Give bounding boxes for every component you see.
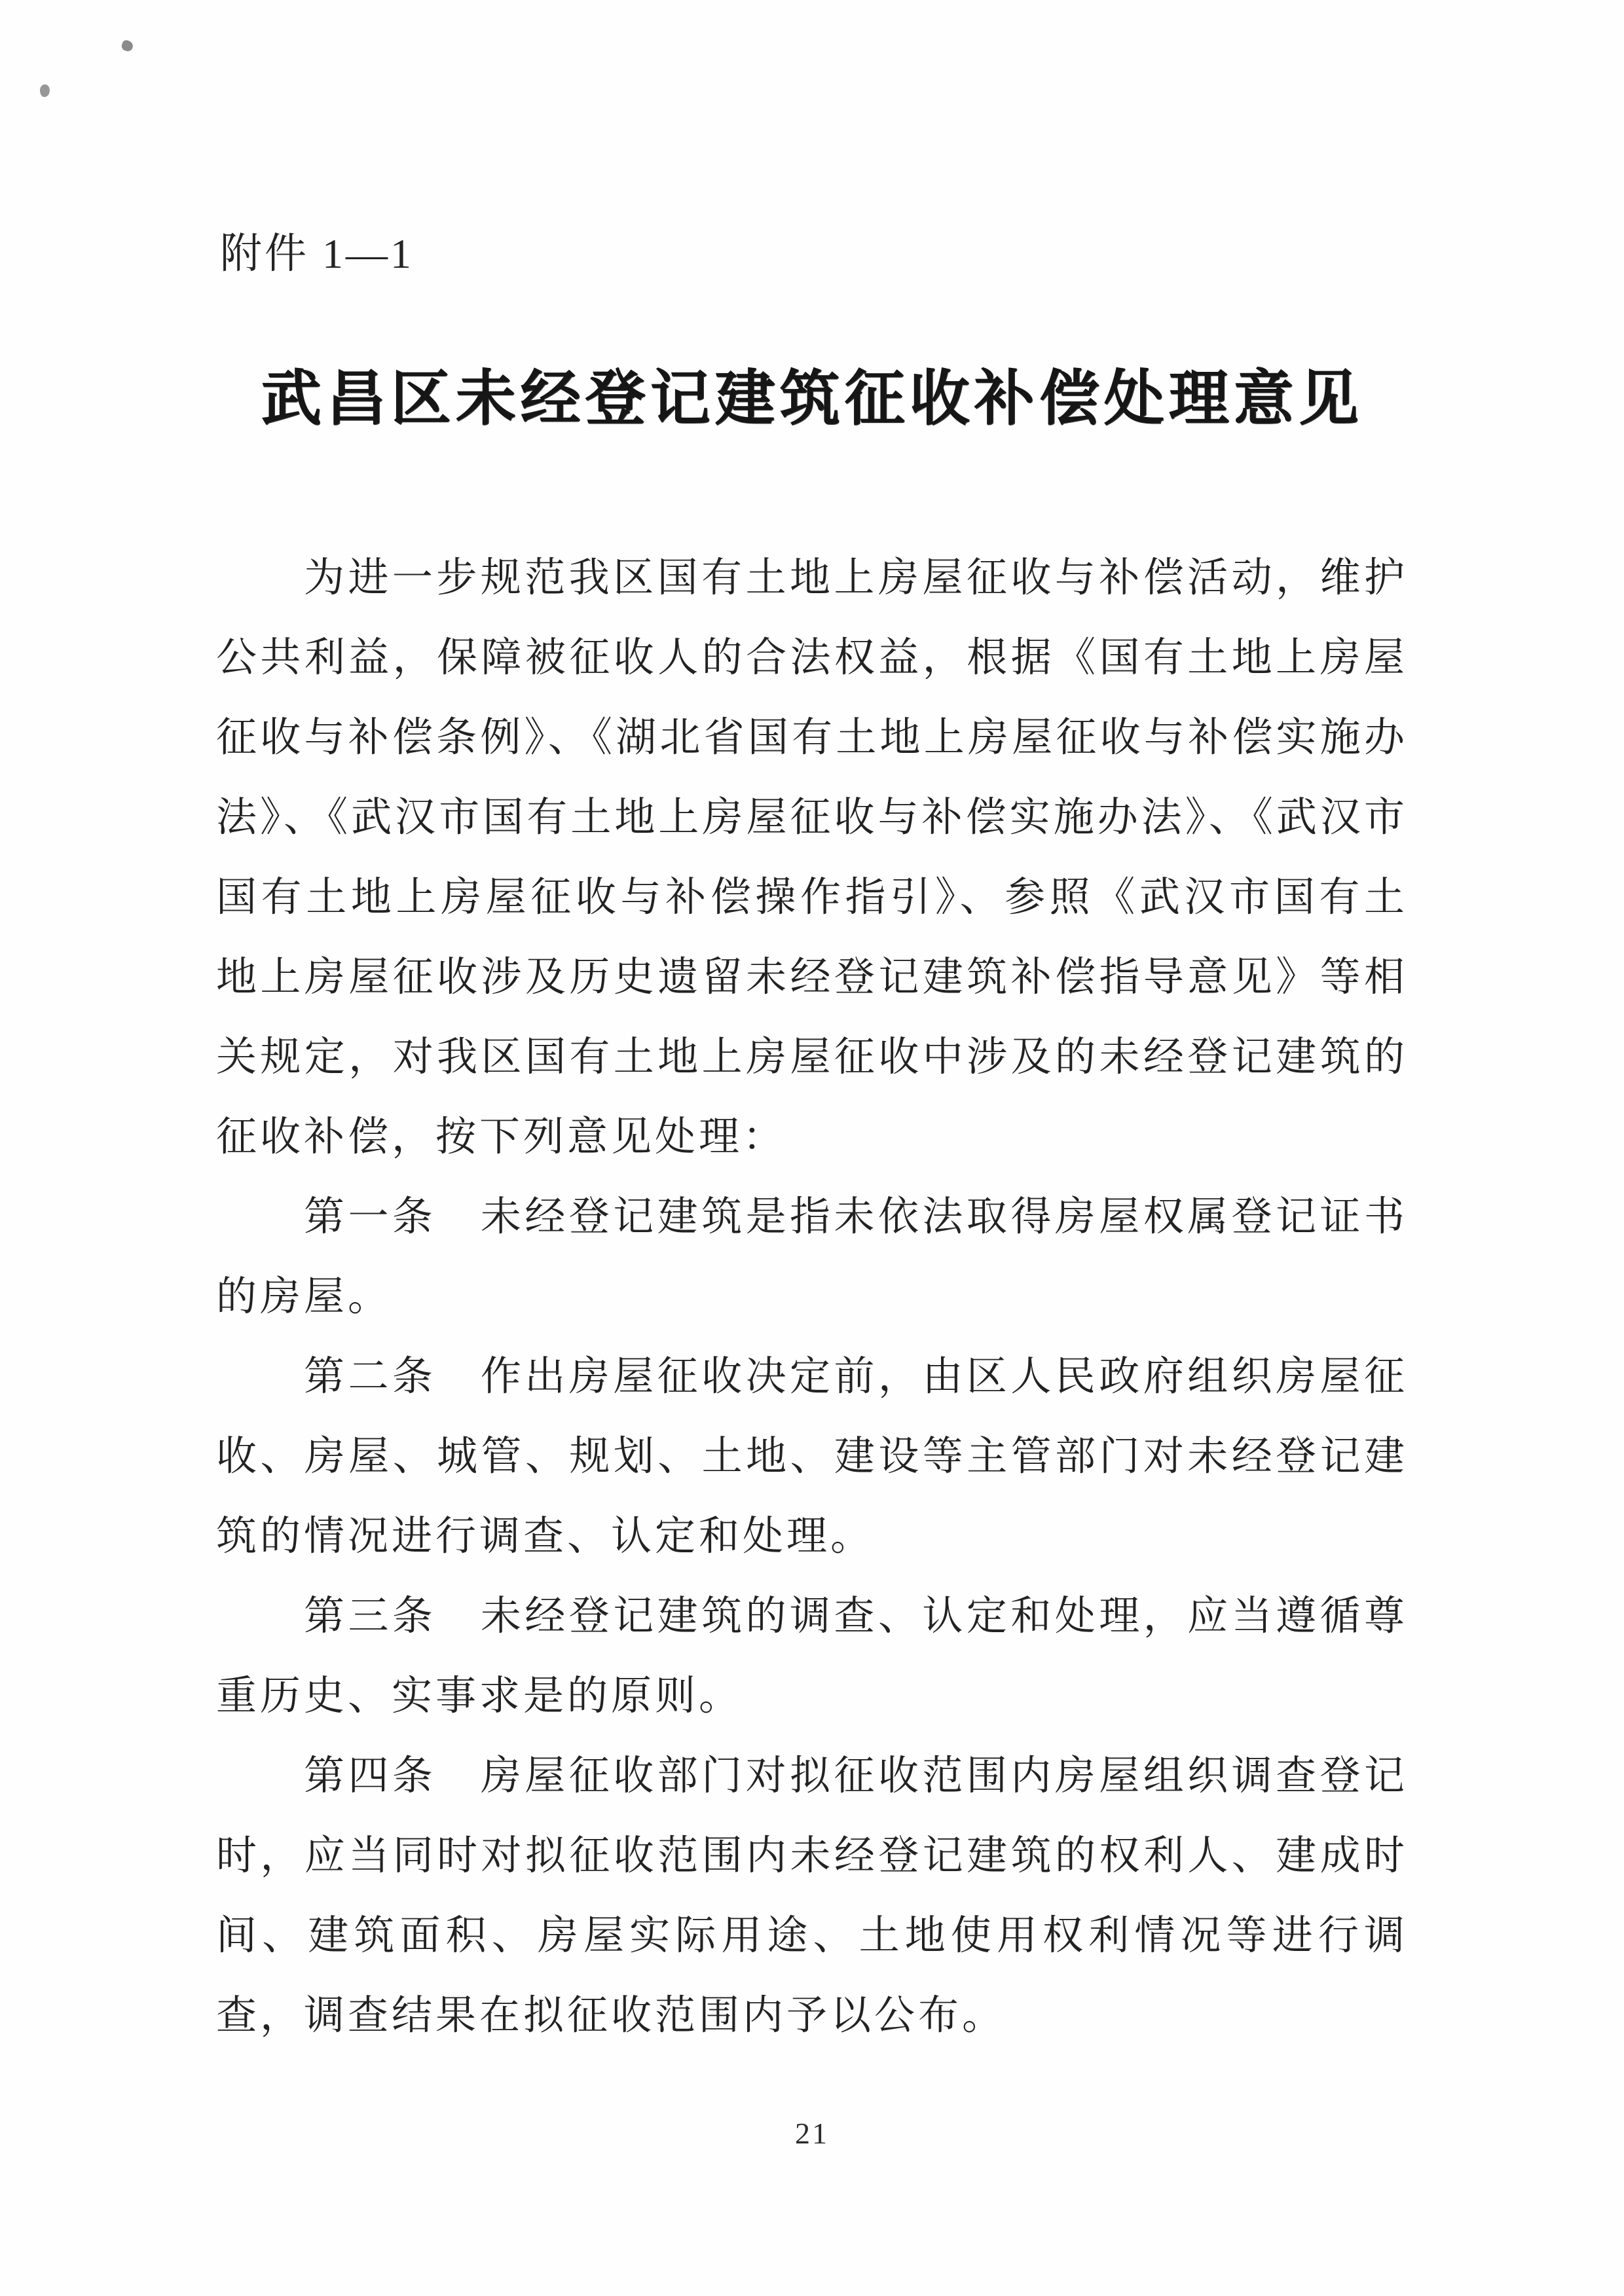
attachment-label: 附件 1—1	[220, 230, 414, 277]
page-number: 21	[795, 2117, 829, 2150]
document-body	[216, 538, 1408, 2056]
document-title: 武昌区未经登记建筑征收补偿处理意见	[261, 365, 1363, 432]
paragraph-article-4: 第四条 房屋征收部门对拟征收范围内房屋组织调查登记时，应当同时对拟征收范围内未经登记建筑的权利人、建成时间、建筑面积、房屋实际用途、土地使用权利情况等进行调查，调查结果在拟征收范围内予以公布。	[216, 1754, 1408, 2038]
ink-speck	[39, 84, 50, 98]
paragraph-article-1: 第一条 未经登记建筑是指未依法取得房屋权属登记证书的房屋。	[216, 1195, 1408, 1319]
paragraph-article-3: 第三条 未经登记建筑的调查、认定和处理，应当遵循尊重历史、实事求是的原则。	[216, 1594, 1408, 1719]
paragraph-intro: 为进一步规范我区国有土地上房屋征收与补偿活动，维护公共利益，保障被征收人的合法权益，根据《国有土地上房屋征收与补偿条例》、《湖北省国有土地上房屋征收与补偿实施办法》、《武汉市国有土地上房屋征收与补偿实施办法》、《武汉市国有土地上房屋征收与补偿操作指引》、参照《武汉市国有土地上房屋征收涉及历史遗留未经登记建筑补偿指导意见》等相关规定，对我区国有土地上房屋征收中涉及的未经登记建筑的征收补偿，按下列意见处理：	[216, 556, 1408, 1159]
ink-speck	[120, 39, 134, 52]
paragraph-article-2: 第二条 作出房屋征收决定前，由区人民政府组织房屋征收、房屋、城管、规划、土地、建设等主管部门对未经登记建筑的情况进行调查、认定和处理。	[216, 1355, 1408, 1559]
